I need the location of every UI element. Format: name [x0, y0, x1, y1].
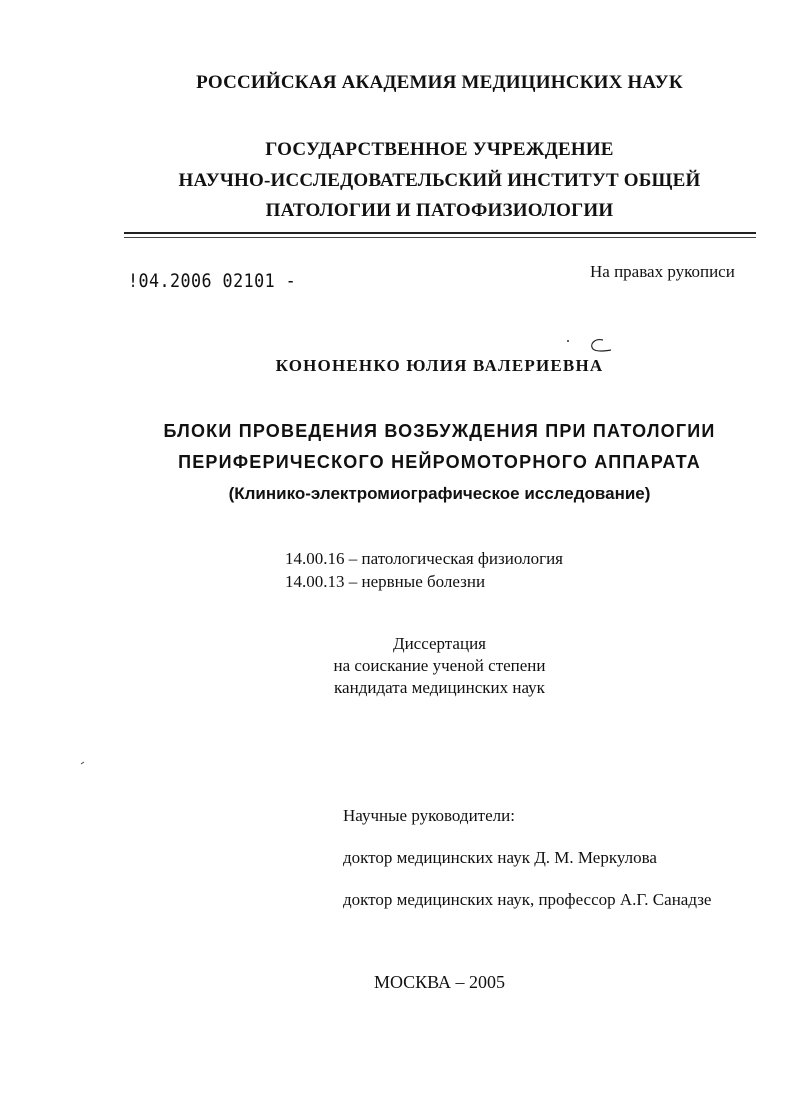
- handwritten-mark-icon: [585, 336, 615, 358]
- dissertation-type: Диссертация: [392, 634, 486, 653]
- dissertation-degree-line: на соискание ученой степени: [333, 656, 546, 675]
- specialty-1: 14.00.16 – патологическая физиология: [285, 549, 563, 568]
- institution-line-3: ПАТОЛОГИИ И ПАТОФИЗИОЛОГИИ: [265, 200, 614, 221]
- supervisor-1: доктор медицинских наук Д. М. Меркулова: [343, 848, 657, 867]
- ink-dot-icon: [565, 338, 571, 344]
- header-rule-thick: [124, 232, 756, 234]
- title-line-1: БЛОКИ ПРОВЕДЕНИЯ ВОЗБУЖДЕНИЯ ПРИ ПАТОЛОГИИ: [163, 421, 716, 441]
- title-subtitle: (Клинико-электромиографическое исследование): [228, 484, 651, 503]
- header-rule-thin: [124, 237, 756, 238]
- specialty-2: 14.00.13 – нервные болезни: [285, 572, 486, 591]
- institution-line-2: НАУЧНО-ИССЛЕДОВАТЕЛЬСКИЙ ИНСТИТУТ ОБЩЕЙ: [178, 170, 701, 191]
- registration-stamp: !04.2006 02101 -: [128, 270, 297, 292]
- supervisors-heading: Научные руководители:: [343, 806, 515, 825]
- author-name: КОНОНЕНКО ЮЛИЯ ВАЛЕРИЕВНА: [275, 356, 604, 375]
- rights-note: На правах рукописи: [590, 262, 735, 281]
- academy-name: РОССИЙСКАЯ АКАДЕМИЯ МЕДИЦИНСКИХ НАУК: [196, 72, 683, 93]
- margin-mark-icon: [80, 760, 86, 766]
- dissertation-degree: кандидата медицинских наук: [334, 678, 545, 697]
- city-year: МОСКВА – 2005: [373, 972, 506, 992]
- institution-line-1: ГОСУДАРСТВЕННОЕ УЧРЕЖДЕНИЕ: [265, 139, 614, 160]
- supervisor-2: доктор медицинских наук, профессор А.Г. Санадзе: [343, 890, 712, 909]
- title-line-2: ПЕРИФЕРИЧЕСКОГО НЕЙРОМОТОРНОГО АППАРАТА: [178, 452, 701, 472]
